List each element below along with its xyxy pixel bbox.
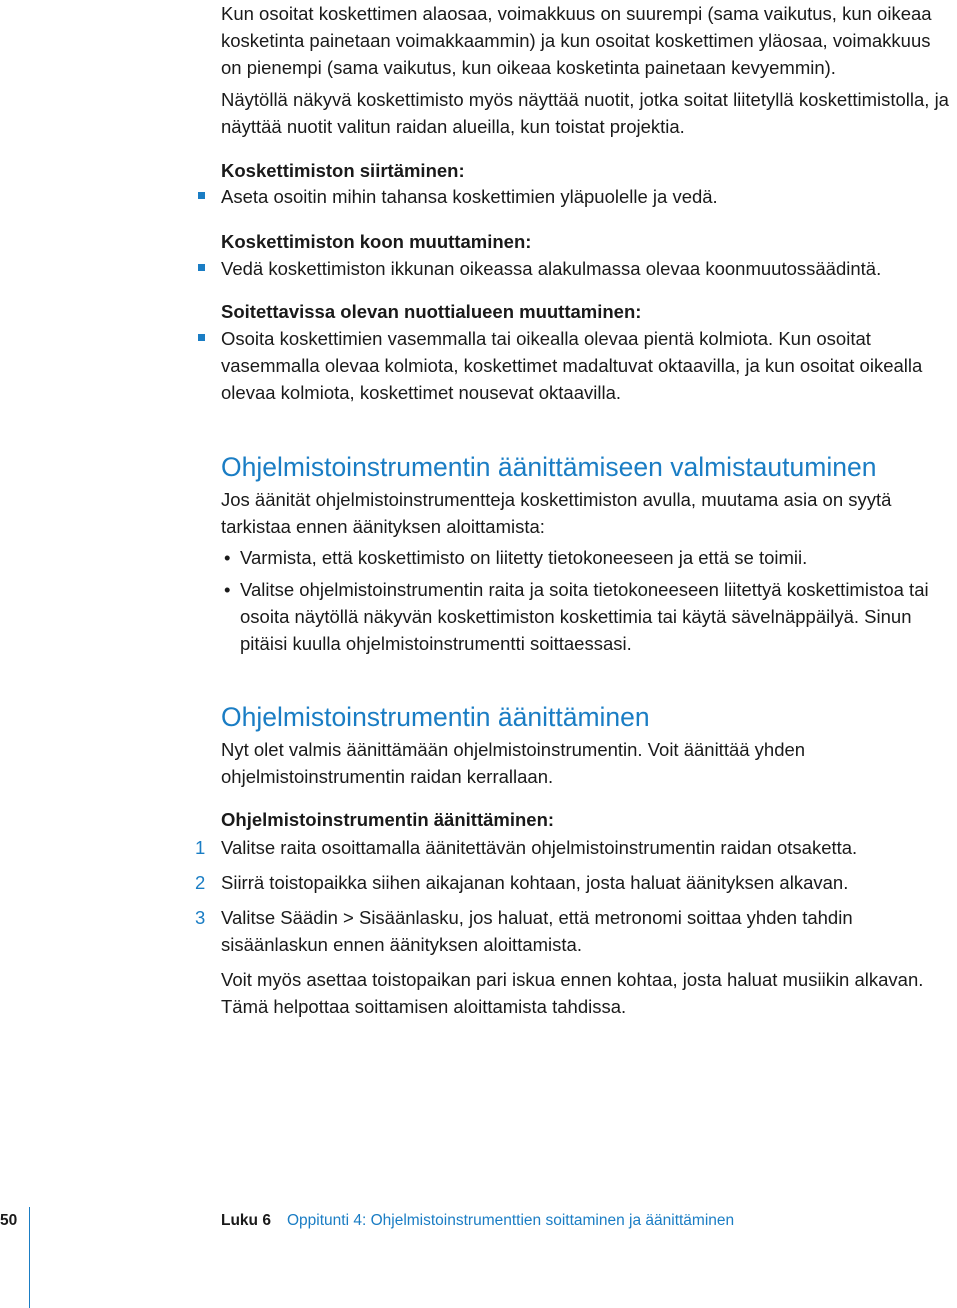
section-intro: Nyt olet valmis äänittämään ohjelmistoinstrumentin. Voit äänittää yhden ohjelmistoinstrumentin raidan kerrallaan. <box>221 739 806 787</box>
section-title: Ohjelmistoinstrumentin äänittäminen <box>221 702 650 732</box>
task-heading: Koskettimiston siirtäminen: <box>221 160 465 181</box>
task-heading: Soitettavissa olevan nuottialueen muuttaminen: <box>221 301 642 322</box>
step-number: 2 <box>195 872 206 893</box>
bullet-dot-icon: • <box>224 547 231 568</box>
square-bullet-icon <box>198 334 205 341</box>
task-bullet: Vedä koskettimiston ikkunan oikeassa alakulmassa olevaa koonmuutossäädintä. <box>221 258 882 279</box>
section-title: Ohjelmistoinstrumentin äänittämiseen valmistautuminen <box>221 452 877 482</box>
chapter-label: Luku 6 <box>221 1212 271 1229</box>
intro-paragraph: Kun osoitat koskettimen alaosaa, voimakkuus on suurempi (sama vaikutus, kun oikeaa kosketinta painetaan voimakkaammin) ja kun osoitat koskettimen yläosaa, voimakkuus on pienempi (sama vaikutus, kun oikeaa kosketinta painetaan kevyemmin). <box>221 3 932 78</box>
step-number: 1 <box>195 837 206 858</box>
step-text: Valitse Säädin > Sisäänlasku, jos haluat, että metronomi soittaa yhden tahdin sisäänlaskun ennen äänityksen aloittamista. <box>221 907 853 955</box>
task-heading: Koskettimiston koon muuttaminen: <box>221 231 532 252</box>
section-intro: Jos äänität ohjelmistoinstrumentteja koskettimiston avulla, muutama asia on syytä tarkistaa ennen äänityksen aloittamista: <box>221 489 892 537</box>
step-text: Valitse raita osoittamalla äänitettävän ohjelmistoinstrumentin raidan otsaketta. <box>221 837 858 858</box>
chapter-title: Oppitunti 4: Ohjelmistoinstrumenttien soittaminen ja äänittäminen <box>287 1212 735 1229</box>
task-bullet: Osoita koskettimien vasemmalla tai oikealla olevaa pientä kolmiota. Kun osoitat vasemmalla olevaa kolmiota, koskettimet madaltuvat oktaavilla, ja kun osoitat oikealla olevaa kolmiota, koskettimet nousevat oktaavilla. <box>221 328 923 403</box>
bullet-dot-icon: • <box>224 579 231 600</box>
step-note: Voit myös asettaa toistopaikan pari iskua ennen kohtaa, josta haluat musiikin alkavan. Tämä helpottaa soittamisen aloittamista tahdissa. <box>221 969 924 1017</box>
intro-paragraph: Näytöllä näkyvä koskettimisto myös näyttää nuotit, jotka soitat liitetyllä koskettimistolla, ja näyttää nuotit valitun raidan alueilla, kun toistat projektia. <box>221 89 949 137</box>
list-item: Varmista, että koskettimisto on liitetty tietokoneeseen ja että se toimii. <box>240 547 808 568</box>
page-number: 50 <box>0 1212 18 1229</box>
footer-rule <box>29 1207 30 1308</box>
square-bullet-icon <box>198 264 205 271</box>
step-text: Siirrä toistopaikka siihen aikajanan kohtaan, josta haluat äänityksen alkavan. <box>221 872 849 893</box>
step-number: 3 <box>195 907 206 928</box>
list-item: Valitse ohjelmistoinstrumentin raita ja soita tietokoneeseen liitettyä koskettimistoa tai osoita näytöllä näkyvän koskettimiston koskettimia tai käytä sävelnäppäilyä. Sinun pitäisi kuulla ohjelmistoinstrumentti soittaessasi. <box>240 579 929 654</box>
square-bullet-icon <box>198 192 205 199</box>
task-bullet: Aseta osoitin mihin tahansa koskettimien yläpuolelle ja vedä. <box>221 186 718 207</box>
task-heading: Ohjelmistoinstrumentin äänittäminen: <box>221 809 555 830</box>
